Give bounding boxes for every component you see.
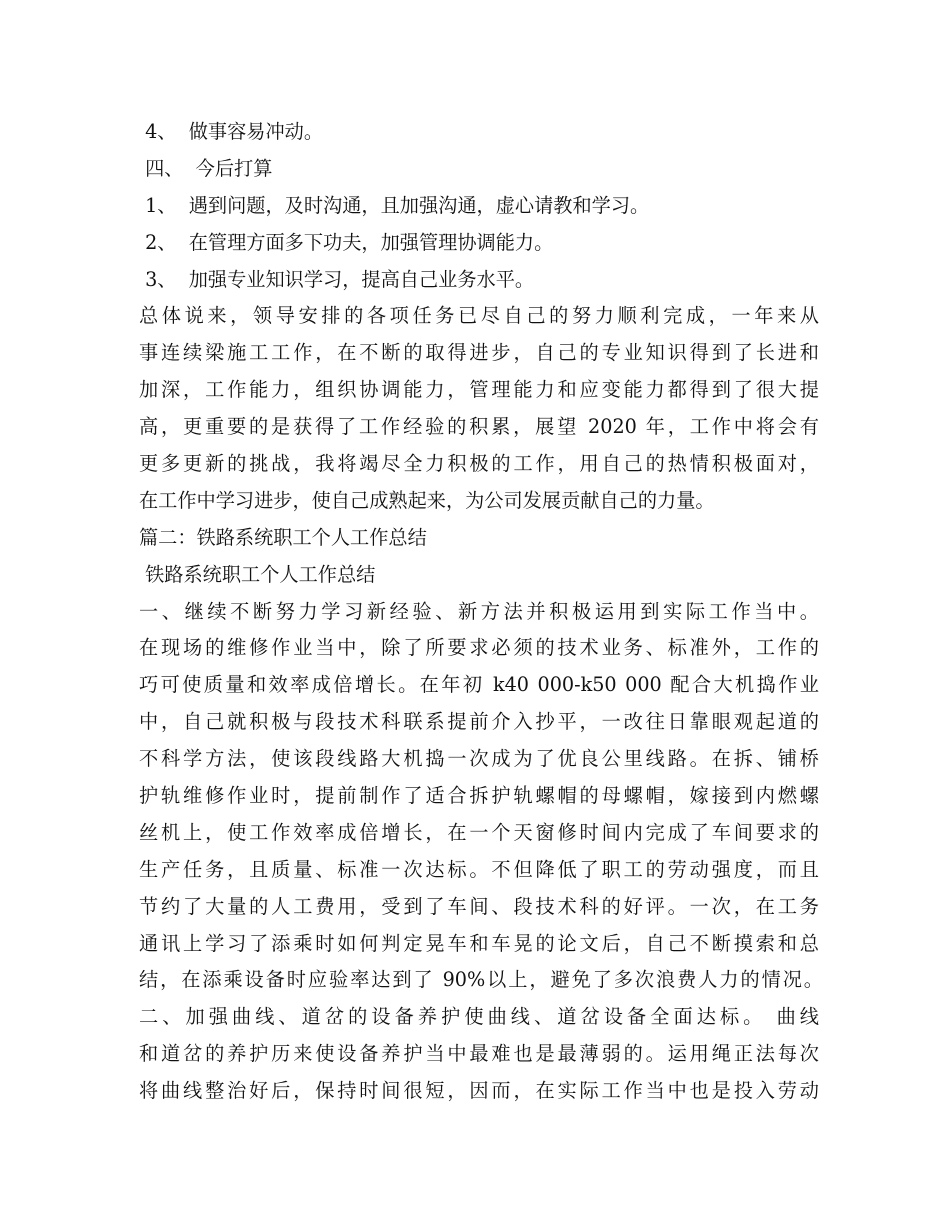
paragraph-summary-line: 事连续梁施工工作，在不断的取得进步，自己的专业知识得到了长进和 xyxy=(139,341,819,365)
document-body xyxy=(139,114,823,1110)
paragraph-line: 在现场的维修作业当中，除了所要求必须的技术业务、标准外，工作的 xyxy=(139,636,819,660)
paragraph-line: 节约了大量的人工费用，受到了车间、段技术科的好评。一次，在工务 xyxy=(139,894,819,918)
section-heading-point-1: 一、继续不断努力学习新经验、新方法并积极运用到实际工作当中。 xyxy=(139,599,819,623)
list-item-plan-1: 1、 遇到问题，及时沟通，且加强沟通，虚心请教和学习。 xyxy=(139,193,650,217)
paragraph-line: 生产任务，且质量、标准一次达标。不但降低了职工的劳动强度，而且 xyxy=(139,857,819,881)
paragraph-line: 通讯上学习了添乘时如何判定晃车和车晃的论文后，自己不断摸索和总 xyxy=(139,931,819,955)
paragraph-summary-line: 高，更重要的是获得了工作经验的积累，展望 2020 年，工作中将会有 xyxy=(139,415,819,439)
paragraph-line: 将曲线整治好后，保持时间很短，因而，在实际工作当中也是投入劳动 xyxy=(139,1079,819,1103)
paragraph-line: 结，在添乘设备时应验率达到了 90%以上，避免了多次浪费人力的情况。 xyxy=(139,968,823,992)
section-heading-future-plans: 四、 今后打算 xyxy=(139,156,273,180)
article-title: 篇二：铁路系统职工个人工作总结 xyxy=(139,525,427,549)
paragraph-line: 中，自己就积极与段技术科联系提前介入抄平，一改往日靠眼观起道的 xyxy=(139,710,819,734)
paragraph-line: 和道岔的养护历来使设备养护当中最难也是最薄弱的。运用绳正法每次 xyxy=(139,1042,819,1066)
paragraph-line: 不科学方法，使该段线路大机捣一次成为了优良公里线路。在拆、铺桥 xyxy=(139,747,819,771)
paragraph-summary-line: 在工作中学习进步，使自己成熟起来，为公司发展贡献自己的力量。 xyxy=(139,488,715,512)
paragraph-summary-line: 总体说来，领导安排的各项任务已尽自己的努力顺利完成，一年来从 xyxy=(139,304,819,328)
article-subtitle: 铁路系统职工个人工作总结 xyxy=(139,562,376,586)
paragraph-line: 巧可使质量和效率成倍增长。在年初 k40 000-k50 000 配合大机捣作业 xyxy=(139,673,819,697)
paragraph-summary-line: 加深，工作能力，组织协调能力，管理能力和应变能力都得到了很大提 xyxy=(139,378,819,402)
list-item-plan-3: 3、 加强专业知识学习，提高自己业务水平。 xyxy=(139,267,535,291)
list-item-weakness-4: 4、 做事容易冲动。 xyxy=(139,120,324,143)
paragraph-summary-line: 更多更新的挑战，我将竭尽全力积极的工作，用自己的热情积极面对， xyxy=(139,452,819,476)
paragraph-line: 丝机上，使工作效率成倍增长，在一个天窗修时间内完成了车间要求的 xyxy=(139,820,819,844)
paragraph-line: 护轨维修作业时，提前制作了适合拆护轨螺帽的母螺帽，嫁接到内燃螺 xyxy=(139,784,819,808)
list-item-plan-2: 2、 在管理方面多下功夫，加强管理协调能力。 xyxy=(139,230,554,254)
section-heading-point-2: 二、加强曲线、道岔的设备养护使曲线、道岔设备全面达标。 曲线 xyxy=(139,1005,819,1029)
